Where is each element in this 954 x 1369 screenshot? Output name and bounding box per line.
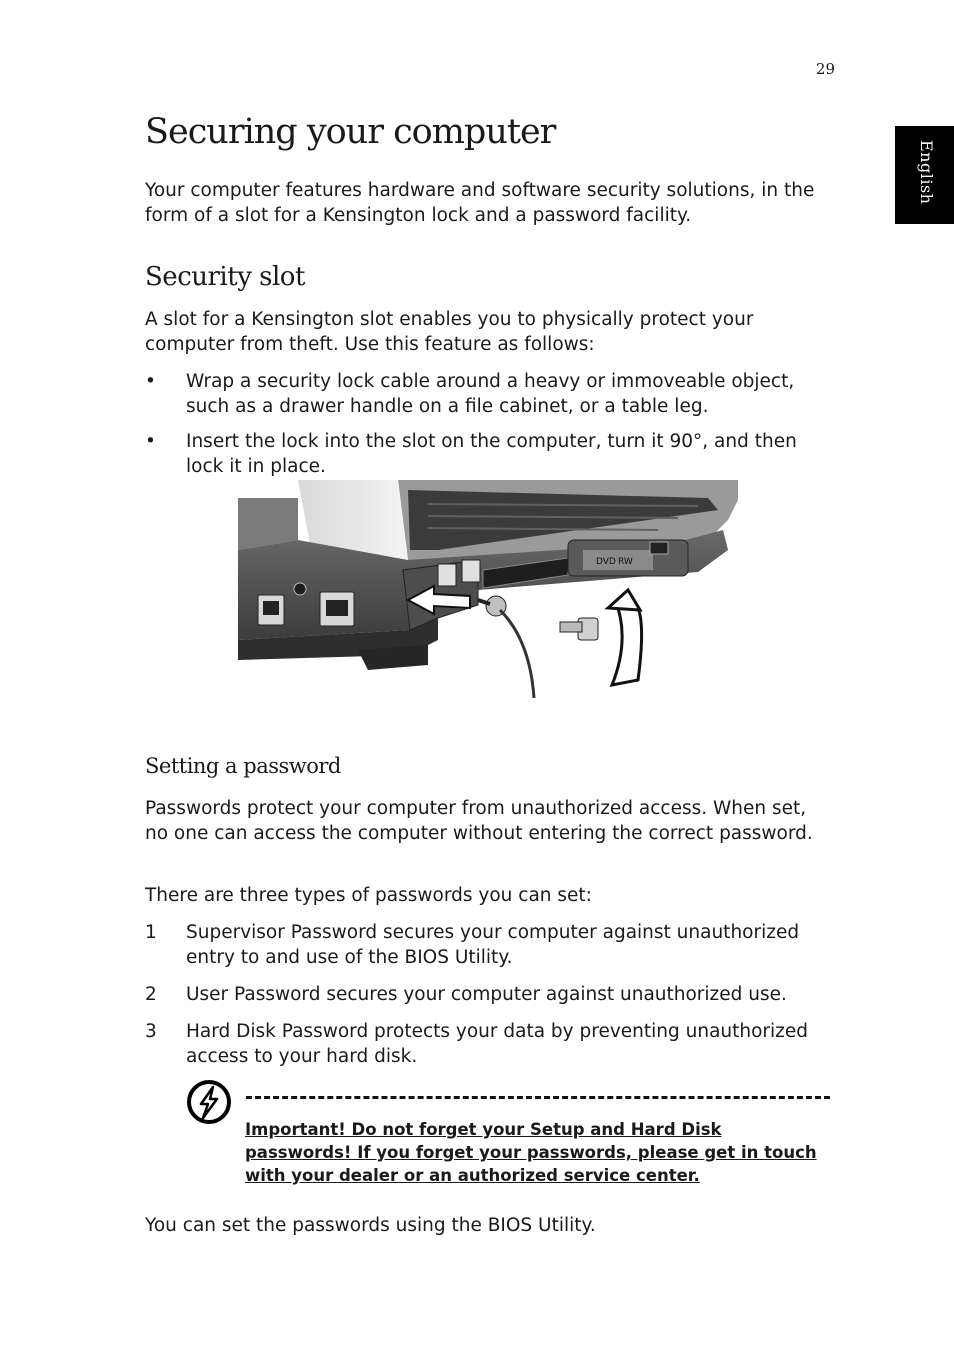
item-text: User Password secures your computer against unauthorized use. — [186, 984, 787, 1005]
language-side-tab — [895, 126, 954, 224]
page-number: 29 — [815, 60, 835, 78]
side-tab-label: English — [917, 140, 936, 205]
bullet-marker: • — [145, 431, 156, 452]
security-slot-heading: Security slot — [145, 262, 305, 292]
important-note: Important! Do not forget your Setup and Hard Disk passwords! If you forget your passwords, please get in touch with your dealer or an authorized service center. — [245, 1120, 817, 1185]
security-slot-paragraph: A slot for a Kensington slot enables you to physically protect your computer from theft. Use this feature as follows: — [145, 309, 754, 355]
closing-paragraph: You can set the passwords using the BIOS Utility. — [145, 1215, 596, 1236]
item-number: 1 — [145, 922, 157, 943]
note-divider — [246, 1096, 830, 1099]
item-text: Supervisor Password secures your computer against unauthorized entry to and use of the BIOS Utility. — [186, 922, 800, 968]
drive-label-dvd: DVD — [596, 557, 616, 567]
intro-paragraph: Your computer features hardware and software security solutions, in the form of a slot for a Kensington lock and a password facility. — [145, 180, 815, 226]
kensington-lock-illustration — [238, 480, 740, 698]
bullet-text: Insert the lock into the slot on the computer, turn it 90°, and then lock it in place. — [186, 431, 797, 477]
drive-label-rw: RW — [618, 557, 633, 567]
setting-password-heading: Setting a password — [145, 754, 341, 778]
password-paragraph: Passwords protect your computer from unauthorized access. When set, no one can access the computer without entering the correct password. — [145, 798, 813, 844]
item-text: Hard Disk Password protects your data by preventing unauthorized access to your hard disk. — [186, 1021, 809, 1067]
item-number: 2 — [145, 984, 157, 1005]
page-title: Securing your computer — [145, 112, 556, 152]
item-number: 3 — [145, 1021, 157, 1042]
warning-lightning-icon — [186, 1079, 232, 1125]
password-types-intro: There are three types of passwords you can set: — [145, 885, 592, 906]
bullet-text: Wrap a security lock cable around a heavy or immoveable object, such as a drawer handle on a file cabinet, or a table leg. — [186, 371, 795, 417]
bullet-marker: • — [145, 371, 156, 392]
